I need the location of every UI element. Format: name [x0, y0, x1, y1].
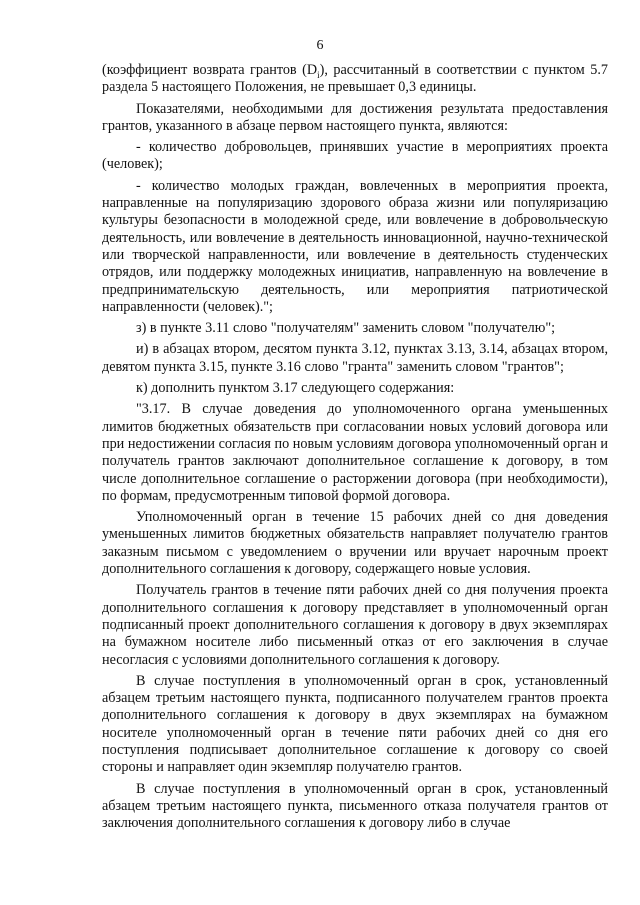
paragraph-5: з) в пункте 3.11 слово "получателям" заменить словом "получателю";: [136, 320, 556, 337]
paragraph-1: [102, 62, 608, 97]
paragraph-7: к) дополнить пунктом 3.17 следующего содержания:: [136, 380, 455, 397]
coefficient-subscript: i: [317, 69, 320, 80]
paragraph-10: Получатель грантов в течение пяти рабочих дней со дня получения проекта дополнительного соглашения к договору представляет в уполномоченный орган подписанный проект дополнительного соглашения к договору в двух экземплярах на бумажном носителе либо письменный отказ от его заключения в случае несогласия с условиями дополнительного соглашения к договору.: [102, 582, 608, 668]
paragraph-4: - количество молодых граждан, вовлеченных в мероприятия проекта, направленные на популяризацию здорового образа жизни или популяризацию культуры безопасности в молодежной среде, или вовлечение в добровольческую деятельность, или вовлечение в деятельность инновационной, научно-технической или творческой направленности, или вовлечение в деятельность студенческих отрядов, или поддержку молодежных инициатив, направленную на вовлечение в предпринимательскую деятельность, или мероприятия патриотической направленности (человек).";: [102, 177, 608, 315]
paragraph-11: В случае поступления в уполномоченный орган в срок, установленный абзацем третьим настоящего пункта, подписанного получателем грантов проекта дополнительного соглашения к договору в двух экземплярах на бумажном носителе уполномоченный орган в течение пяти рабочих дней со дня его поступления подписывает дополнительное соглашение к договору со своей стороны и направляет один экземпляр получателю грантов.: [102, 672, 608, 776]
paragraph-9: Уполномоченный орган в течение 15 рабочих дней со дня доведения уменьшенных лимитов бюджетных обязательств направляет получателю грантов заказным письмом с уведомлением о вручении или вручает нарочным проект дополнительного соглашения к договору, содержащего новые условия.: [102, 509, 608, 578]
paragraph-6: и) в абзацах втором, десятом пункта 3.12, пунктах 3.13, 3.14, абзацах втором, девятом пункта 3.15, пункте 3.16 слово "гранта" заменить словом "грантов";: [102, 341, 608, 375]
paragraph-1-text-start: (коэффициент возврата грантов (D: [102, 62, 318, 78]
paragraph-3: - количество добровольцев, принявших участие в мероприятиях проекта (человек);: [102, 139, 608, 173]
paragraph-12: В случае поступления в уполномоченный орган в срок, установленный абзацем третьим настоящего пункта, письменного отказа получателя грантов от заключения дополнительного соглашения к договору либо в случае: [102, 780, 608, 832]
paragraph-2: Показателями, необходимыми для достижения результата предоставления грантов, указанного в абзаце первом настоящего пункта, являются:: [102, 100, 608, 134]
page-number: 6: [316, 38, 324, 53]
paragraph-1-text-end: ), рассчитанный в соответствии с пунктом 5.7 раздела 5 настоящего Положения, не превышает 0,3 единицы.: [102, 62, 608, 96]
document-body: [102, 62, 608, 832]
paragraph-8: "3.17. В случае доведения до уполномоченного органа уменьшенных лимитов бюджетных обязательств при согласовании новых условий договора или при недостижении согласия по новым условиям договора уполномоченный орган и получатель грантов заключают дополнительное соглашение к договору, в том числе дополнительное соглашение о расторжении договора (при необходимости), по формам, предусмотренным типовой формой договора.: [102, 401, 608, 504]
